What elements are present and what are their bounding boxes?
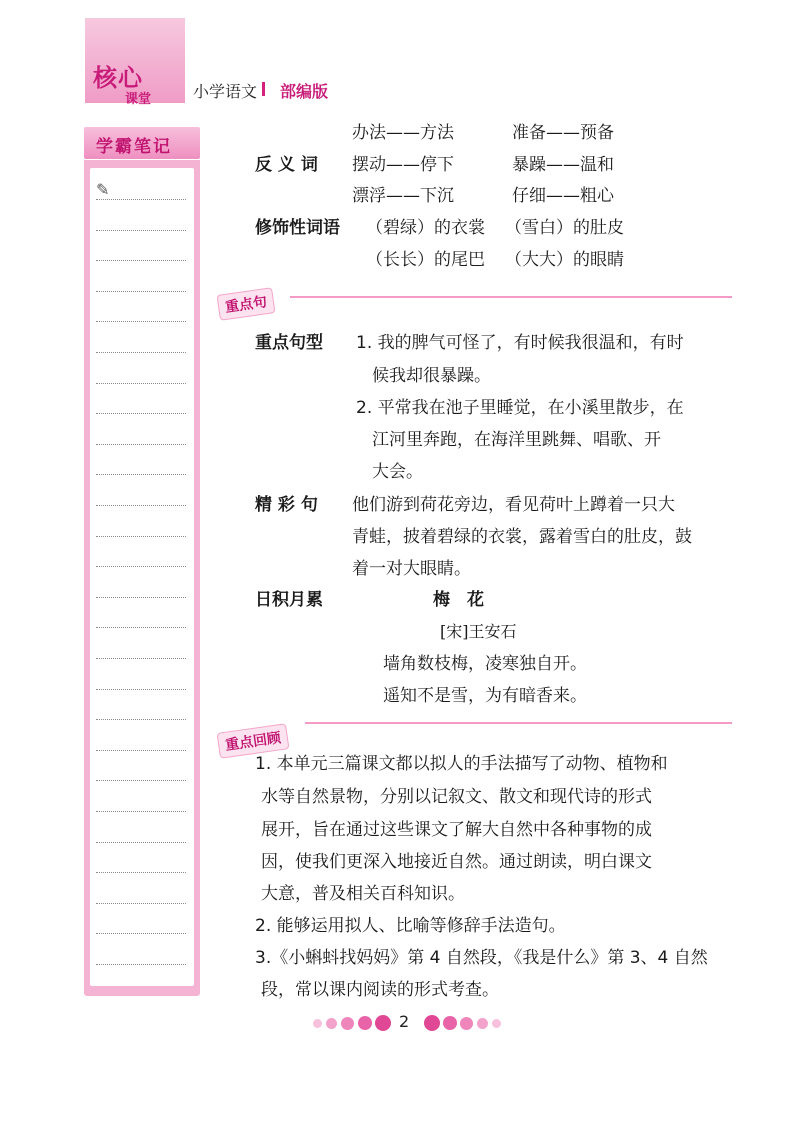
key-sentences-label: 重点句型 bbox=[255, 333, 323, 353]
note-line bbox=[96, 199, 186, 200]
page-dot bbox=[341, 1017, 354, 1030]
note-line bbox=[96, 413, 186, 414]
note-line bbox=[96, 872, 186, 873]
review-line: 段，常以课内阅读的形式考查。 bbox=[261, 980, 499, 1000]
page-number: 2 bbox=[399, 1012, 410, 1031]
sentence-line: 江河里奔跑，在海洋里跳舞、唱歌、开 bbox=[372, 430, 661, 450]
review-line: 大意，普及相关百科知识。 bbox=[261, 884, 465, 904]
logo-title: 核心 bbox=[93, 63, 143, 92]
modifier-phrase: （大大）的眼睛 bbox=[505, 250, 624, 270]
section-divider bbox=[290, 296, 732, 298]
sentence-line: 1. 我的脾气可怪了，有时候我很温和，有时 bbox=[356, 333, 684, 353]
page-dot bbox=[326, 1018, 337, 1029]
review-line: 因，使我们更深入地接近自然。通过朗读，明白课文 bbox=[261, 852, 652, 872]
section-tag-review: 重点回顾 bbox=[217, 723, 290, 758]
note-line bbox=[96, 842, 186, 843]
note-line bbox=[96, 291, 186, 292]
modifiers-label: 修饰性词语 bbox=[255, 218, 340, 238]
note-line bbox=[96, 811, 186, 812]
section-divider bbox=[305, 722, 732, 724]
page-dot bbox=[460, 1017, 473, 1030]
page-dot bbox=[424, 1015, 440, 1031]
note-line bbox=[96, 964, 186, 965]
section-tag-key-sentences: 重点句 bbox=[216, 287, 275, 321]
page-dot bbox=[477, 1018, 488, 1029]
review-line: 3.《小蝌蚪找妈妈》第 4 自然段，《我是什么》第 3、4 自然 bbox=[255, 948, 708, 968]
antonyms-label: 反 义 词 bbox=[255, 155, 318, 175]
note-line bbox=[96, 566, 186, 567]
sentence-line: 2. 平常我在池子里睡觉，在小溪里散步，在 bbox=[356, 398, 684, 418]
notes-title: 学霸笔记 bbox=[96, 137, 172, 157]
note-line bbox=[96, 474, 186, 475]
page-dot bbox=[443, 1016, 457, 1030]
wonderful-line: 着一对大眼睛。 bbox=[352, 559, 471, 579]
note-line bbox=[96, 658, 186, 659]
modifier-phrase: （碧绿）的衣裳 bbox=[366, 218, 485, 238]
note-line bbox=[96, 352, 186, 353]
note-line bbox=[96, 444, 186, 445]
poem-line: 遥知不是雪，为有暗香来。 bbox=[383, 686, 587, 706]
review-line: 展开，旨在通过这些课文了解大自然中各种事物的成 bbox=[261, 820, 652, 840]
antonym-pair: 仔细——粗心 bbox=[512, 186, 614, 206]
daily-label: 日积月累 bbox=[255, 590, 323, 610]
note-line bbox=[96, 321, 186, 322]
note-line bbox=[96, 933, 186, 934]
poem-title: 梅 花 bbox=[433, 590, 484, 610]
note-line bbox=[96, 780, 186, 781]
note-line bbox=[96, 260, 186, 261]
review-line: 水等自然景物，分别以记叙文、散文和现代诗的形式 bbox=[261, 787, 652, 807]
page-dot bbox=[375, 1015, 391, 1031]
note-line bbox=[96, 750, 186, 751]
page-dot bbox=[358, 1016, 372, 1030]
antonym-pair: 办法——方法 bbox=[352, 123, 454, 143]
note-line bbox=[96, 536, 186, 537]
poem-author: [宋]王安石 bbox=[440, 622, 517, 641]
edition-label: 部编版 bbox=[280, 82, 329, 101]
note-line bbox=[96, 719, 186, 720]
note-line bbox=[96, 597, 186, 598]
review-line: 1. 本单元三篇课文都以拟人的手法描写了动物、植物和 bbox=[255, 754, 668, 774]
note-line bbox=[96, 230, 186, 231]
note-line bbox=[96, 505, 186, 506]
page-dot bbox=[313, 1019, 322, 1028]
sentence-line: 候我却很暴躁。 bbox=[372, 366, 491, 386]
note-line bbox=[96, 383, 186, 384]
antonym-pair: 准备——预备 bbox=[512, 123, 614, 143]
wonderful-line: 青蛙，披着碧绿的衣裳，露着雪白的肚皮，鼓 bbox=[352, 527, 692, 547]
antonym-pair: 摆动——停下 bbox=[352, 155, 454, 175]
note-line bbox=[96, 689, 186, 690]
antonym-pair: 漂浮——下沉 bbox=[352, 186, 454, 206]
modifier-phrase: （雪白）的肚皮 bbox=[505, 218, 624, 238]
poem-line: 墙角数枝梅，凌寒独自开。 bbox=[383, 654, 587, 674]
pencil-icon: ✎ bbox=[96, 180, 110, 199]
page-dot bbox=[492, 1019, 501, 1028]
review-line: 2. 能够运用拟人、比喻等修辞手法造句。 bbox=[255, 916, 566, 936]
antonym-pair: 暴躁——温和 bbox=[512, 155, 614, 175]
header-separator bbox=[262, 82, 265, 96]
modifier-phrase: （长长）的尾巴 bbox=[366, 250, 485, 270]
subject-title: 小学语文 bbox=[193, 82, 258, 101]
logo-subtitle: 课堂 bbox=[125, 92, 152, 107]
wonderful-label: 精 彩 句 bbox=[255, 495, 318, 515]
note-line bbox=[96, 627, 186, 628]
wonderful-line: 他们游到荷花旁边，看见荷叶上蹲着一只大 bbox=[352, 495, 675, 515]
note-line bbox=[96, 903, 186, 904]
sentence-line: 大会。 bbox=[372, 462, 423, 482]
